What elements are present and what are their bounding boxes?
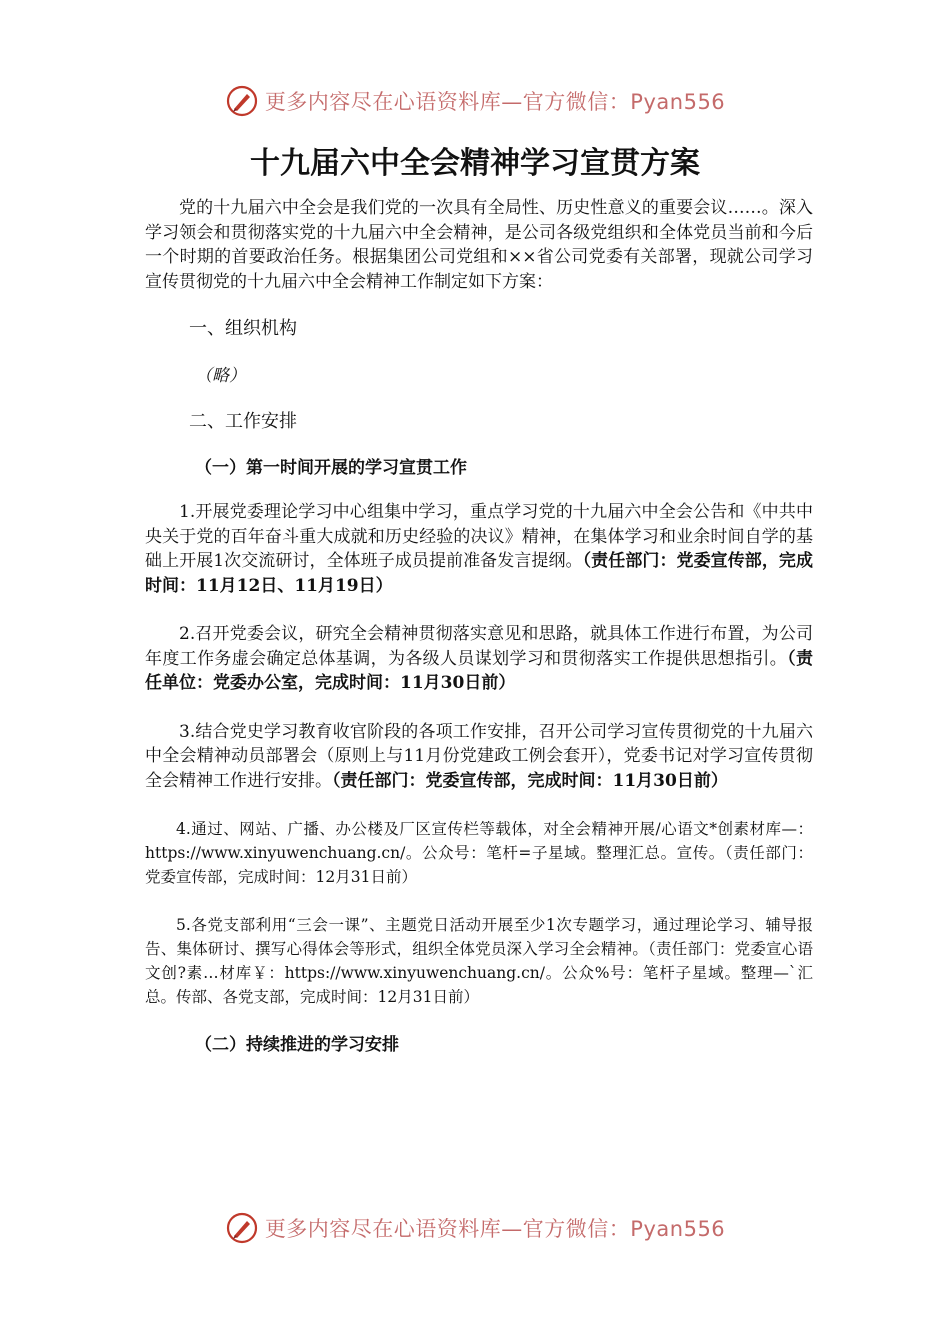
watermark-text: 更多内容尽在心语资料库—官方微信：Pyan556 (264, 90, 726, 114)
subsection1-heading: （一）第一时间开展的学习宣贯工作 (195, 457, 467, 478)
item-2-text: 2.召开党委会议，研究全会精神贯彻落实意见和思路，就具体工作进行布置，为公司年度工作务虚会确定总体基调，为各级人员谋划学习和贯彻落实工作提供思想指引。 (145, 624, 813, 669)
section2-heading: 二、工作安排 (189, 411, 297, 432)
item-5: 5.各党支部利用“三会一课”、主题党日活动开展至少1次专题学习，通过理论学习、辅导报告、集体研讨、撰写心得体会等形式，组织全体党员深入学习全会精神。（责任部门：党委宣心语文创?素…材库￥：https://www.xinyuwenchuang.cn/。公众%号：笔杆子星域。整理—`汇总。传部、各党支部，完成时间：12月31日前） (145, 916, 813, 1006)
item-2 (145, 622, 813, 696)
watermark-text: 更多内容尽在心语资料库—官方微信：Pyan556 (264, 1217, 726, 1241)
item-1-responsibility: （责任部门：党委宣传部，完成时间：11月12日、11月19日） (145, 551, 813, 596)
intro-paragraph: 党的十九届六中全会是我们党的一次具有全局性、历史性意义的重要会议……。深入学习领会和贯彻落实党的十九届六中全会精神，是公司各级党组织和全体党员当前和今后一个时期的首要政治任务。根据集团公司党组和××省公司党委有关部署，现就公司学习宣传贯彻党的十九届六中全会精神工作制定如下方案： (145, 198, 813, 292)
watermark-header (0, 84, 950, 118)
item-3-text: 3.结合党史学习教育收官阶段的各项工作安排，召开公司学习宣传贯彻党的十九届六中全会精神动员部署会（原则上与11月份党建政工例会套开），党委书记对学习宣传贯彻全会精神工作进行安排。 (145, 721, 813, 791)
section1-note: （略） (195, 365, 246, 386)
page-title: 十九届六中全会精神学习宣贯方案 (250, 146, 700, 181)
pen-logo-icon (225, 84, 259, 118)
document-body (145, 196, 813, 1058)
watermark-footer (0, 1211, 950, 1245)
item-1-text: 1.开展党委理论学习中心组集中学习，重点学习党的十九届六中全会公告和《中共中央关于党的百年奋斗重大成就和历史经验的决议》精神，在集体学习和业余时间自学的基础上开展1次交流研讨，全体班子成员提前准备发言提纲。 (145, 502, 813, 571)
section1-heading: 一、组织机构 (189, 318, 297, 339)
item-4: 4.通过、网站、广播、办公楼及厂区宣传栏等载体，对全会精神开展/心语文*创素材库—：https://www.xinyuwenchuang.cn/。公众号：笔杆=子星域。整理汇总。宣传。（责任部门：党委宣传部，完成时间：12月31日前） (145, 820, 813, 886)
pen-logo-icon (225, 1211, 259, 1245)
item-2-responsibility: （责任单位：党委办公室，完成时间：11月30日前） (145, 648, 814, 693)
item-3 (145, 720, 813, 794)
subsection2-heading: （二）持续推进的学习安排 (195, 1035, 399, 1055)
item-3-responsibility: （责任部门：党委宣传部，完成时间：11月30日前） (332, 770, 728, 791)
item-1 (145, 500, 813, 598)
